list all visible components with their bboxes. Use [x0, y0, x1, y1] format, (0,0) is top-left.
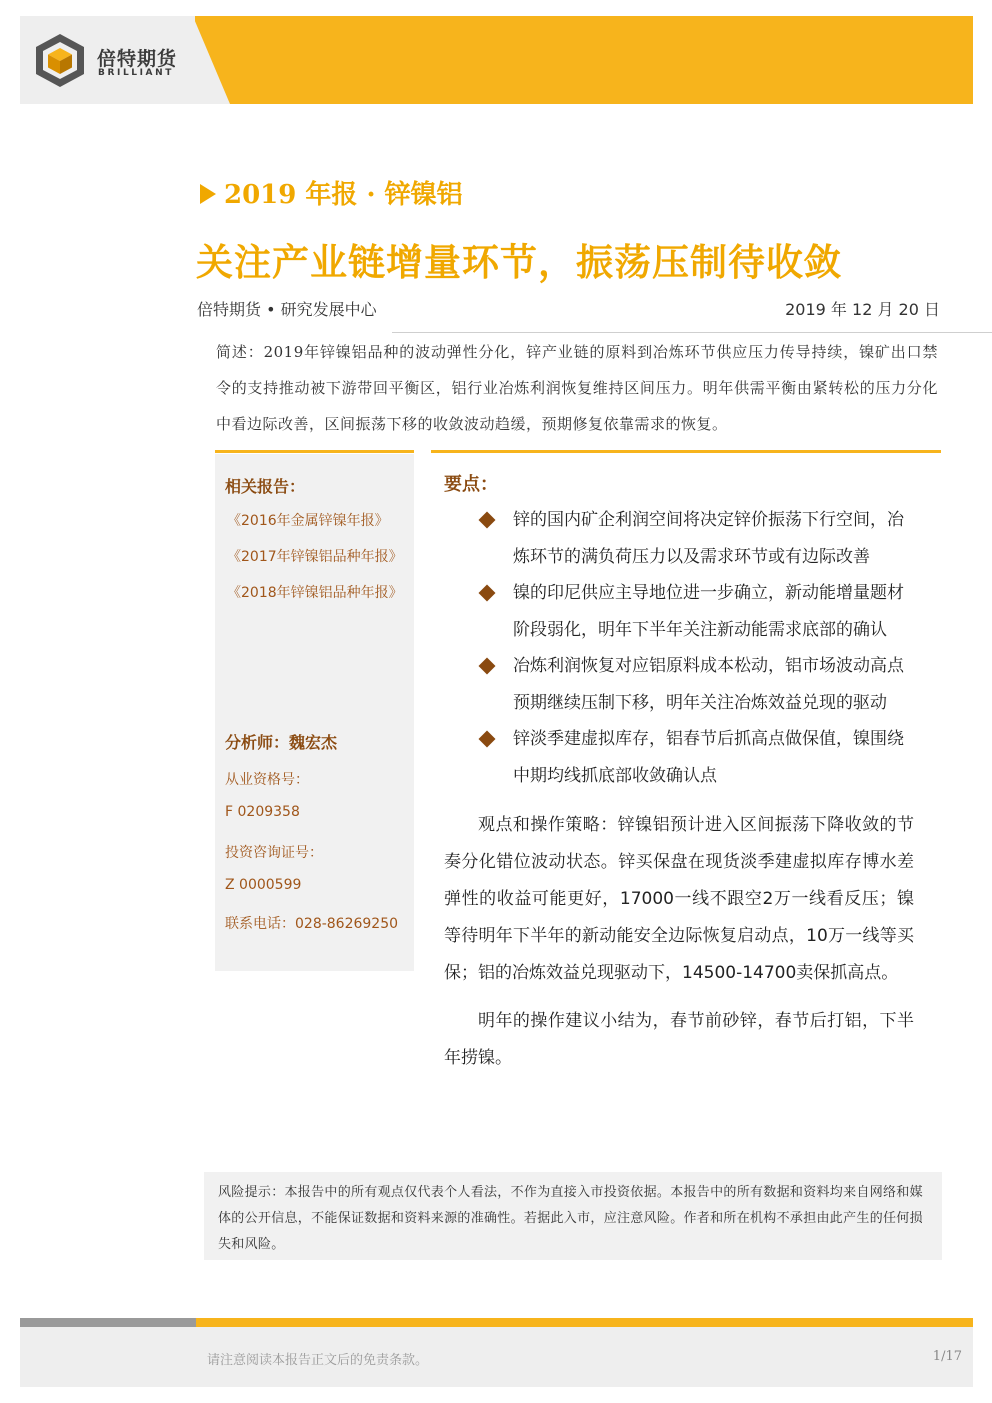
contact-phone: 联系电话：028-86269250: [225, 916, 399, 932]
analyst-name: 分析师：魏宏杰: [225, 733, 338, 752]
triangle-right-icon: [200, 184, 216, 204]
related-report-link[interactable]: 《2018年锌镍铝品种年报》: [227, 585, 403, 601]
sidebar-divider: [215, 450, 414, 453]
header-slant: [170, 16, 230, 104]
report-date: 2019 年 12 月 20 日: [785, 300, 940, 319]
sidebar: [215, 454, 414, 971]
key-points-heading: 要点：: [444, 474, 498, 495]
brand-name-en: BRILLIANT: [98, 68, 174, 78]
cert-value: F 0209358: [225, 804, 300, 820]
diamond-bullet-icon: [479, 512, 496, 529]
divider: [392, 332, 992, 333]
related-report-link[interactable]: 《2017年锌镍铝品种年报》: [227, 549, 403, 565]
page-number: 1/17: [932, 1349, 962, 1364]
page-title: 关注产业链增量环节，振荡压制待收敛: [196, 241, 842, 284]
key-point-text: 镍的印尼供应主导地位进一步确立，新动能增量题材阶段弱化，明年下半年关注新动能需求底部的确认: [513, 583, 904, 640]
diamond-bullet-icon: [479, 658, 496, 675]
diamond-bullet-icon: [479, 585, 496, 602]
brand-name-cn: 倍特期货: [97, 48, 178, 70]
footer-disclaimer-note: 请注意阅读本报告正文后的免责条款。: [207, 1353, 429, 1368]
consult-value: Z 0000599: [225, 877, 302, 893]
consult-label: 投资咨询证号：: [225, 845, 323, 861]
strategy-summary: 明年的操作建议小结为，春节前砂锌，春节后打铝，下半年捞镍。: [444, 1011, 914, 1068]
key-point-text: 锌的国内矿企利润空间将决定锌价振荡下行空间，冶炼环节的满负荷压力以及需求环节或有边际改善: [513, 510, 904, 567]
footer-bar: [196, 1318, 973, 1327]
footer-bar: [20, 1318, 196, 1327]
key-point-text: 锌淡季建虚拟库存，铝春节后抓高点做保值，镍围绕中期均线抓底部收敛确认点: [513, 729, 904, 786]
risk-notice: 风险提示：本报告中的所有观点仅代表个人看法，不作为直接入市投资依据。本报告中的所有数据和资料均来自网络和媒体的公开信息，不能保证数据和资料来源的准确性。若据此入市，应注意风险。作者和所在机构不承担由此产生的任何损失和风险。: [204, 1172, 942, 1260]
key-point-text: 冶炼利润恢复对应铝原料成本松动，铝市场波动高点预期继续压制下移，明年关注冶炼效益兑现的驱动: [513, 656, 904, 713]
summary: 简述：2019年锌镍铝品种的波动弹性分化，锌产业链的原料到冶炼环节供应压力传导持续，镍矿出口禁令的支持推动被下游带回平衡区，铝行业冶炼利润恢复维持区间压力。明年供需平衡由紧转松的压力分化中看边际改善，区间振荡下移的收敛波动趋缓，预期修复依靠需求的恢复。: [216, 343, 938, 433]
strategy-paragraph: 观点和操作策略：锌镍铝预计进入区间振荡下降收敛的节奏分化错位波动状态。锌买保盘在现货淡季建虚拟库存博水差弹性的收益可能更好，17000一线不跟空2万一线看反压；镍等待明年下半年的新动能安全边际恢复启动点，10万一线等买保；铝的冶炼效益兑现驱动下，14500-14700卖保抓高点。: [444, 815, 914, 983]
org-line: 倍特期货 • 研究发展中心: [197, 300, 377, 319]
report-tag-text: 2019 年报 · 锌镍铝: [224, 180, 463, 210]
related-report-link[interactable]: 《2016年金属锌镍年报》: [227, 513, 389, 529]
footer-band: [20, 1327, 973, 1387]
brand-cube-icon: [34, 32, 86, 88]
cert-label: 从业资格号：: [225, 772, 309, 788]
diamond-bullet-icon: [479, 731, 496, 748]
page-header: [20, 16, 973, 104]
related-reports-heading: 相关报告：: [225, 477, 306, 496]
report-tag: [200, 174, 463, 211]
points-divider: [431, 450, 941, 453]
